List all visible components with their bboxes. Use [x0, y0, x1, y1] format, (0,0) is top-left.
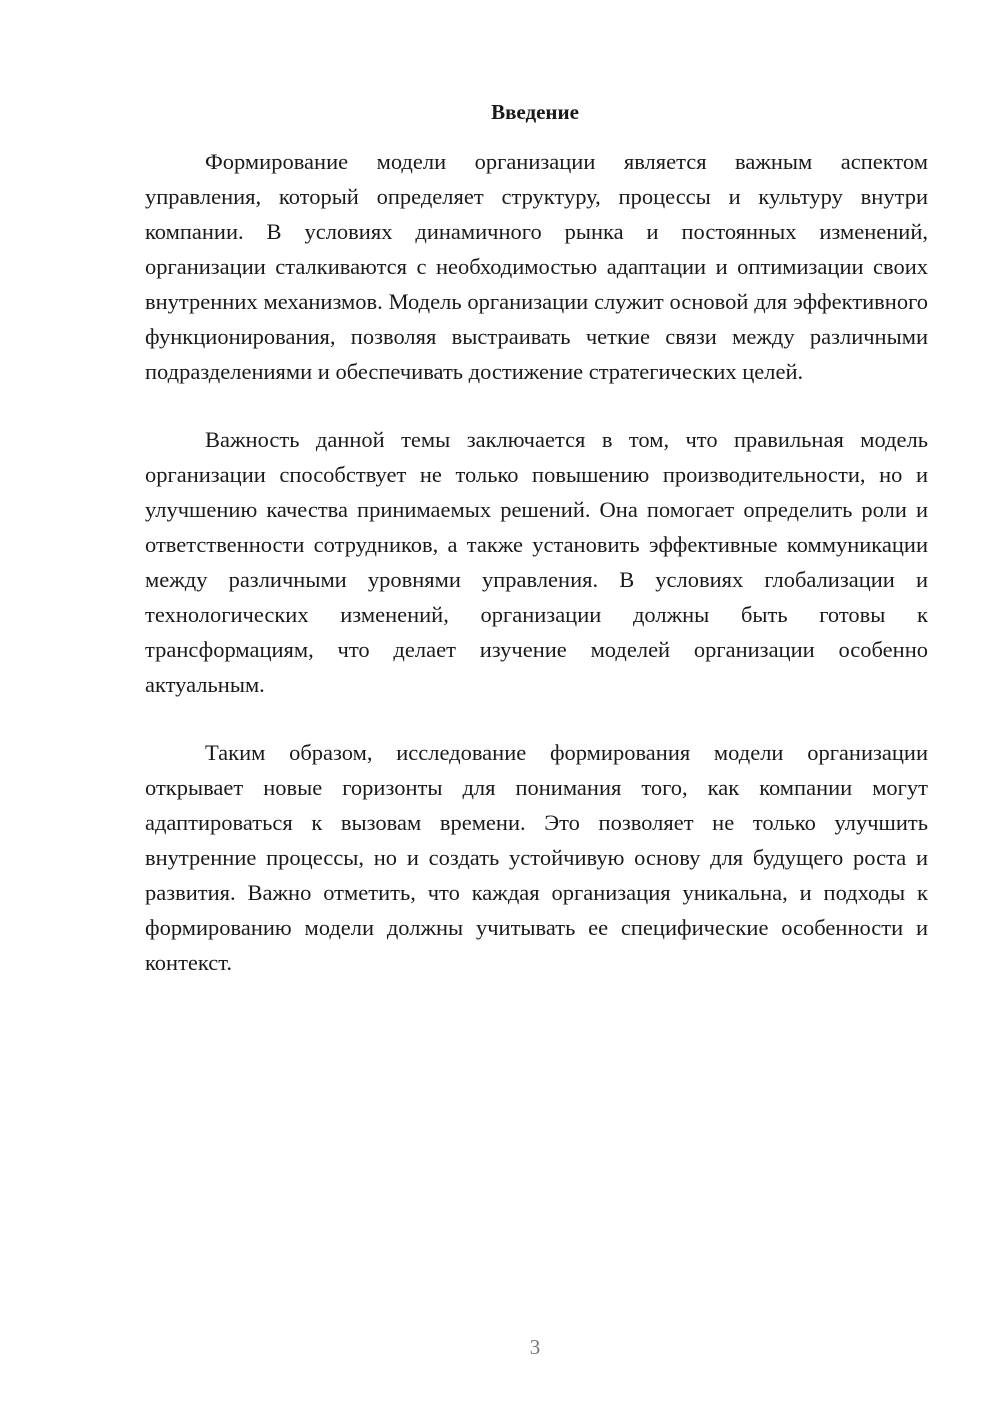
paragraph-1: Формирование модели организации является важным аспектом управления, который определяет структуру, процессы и культуру внутри компании. В условиях динамичного рынка и постоянных изменений, организации сталкиваются с необходимостью адаптации и оптимизации своих внутренних механизмов. Модель организации служит основой для эффективного функционирования, позволяя выстраивать четкие связи между различными подразделениями и обеспечивать достижение стратегических целей. [145, 149, 928, 384]
paragraph-3: Таким образом, исследование формирования модели организации открывает новые горизонты для понимания того, как компании могут адаптироваться к вызовам времени. Это позволяет не только улучшить внутренние процессы, но и создать устойчивую основу для будущего роста и развития. Важно отметить, что каждая организация уникальна, и подходы к формированию модели должны учитывать ее специфические особенности и контекст. [145, 740, 928, 975]
page-number: 3 [529, 1335, 541, 1359]
paragraph-2: Важность данной темы заключается в том, что правильная модель организации способствует не только повышению производительности, но и улучшению качества принимаемых решений. Она помогает определить роли и ответственности сотрудников, а также установить эффективные коммуникации между различными уровнями управления. В условиях глобализации и технологических изменений, организации должны быть готовы к трансформациям, что делает изучение моделей организации особенно актуальным. [145, 427, 928, 697]
body-text [145, 144, 928, 1013]
section-heading: Введение [491, 100, 579, 124]
